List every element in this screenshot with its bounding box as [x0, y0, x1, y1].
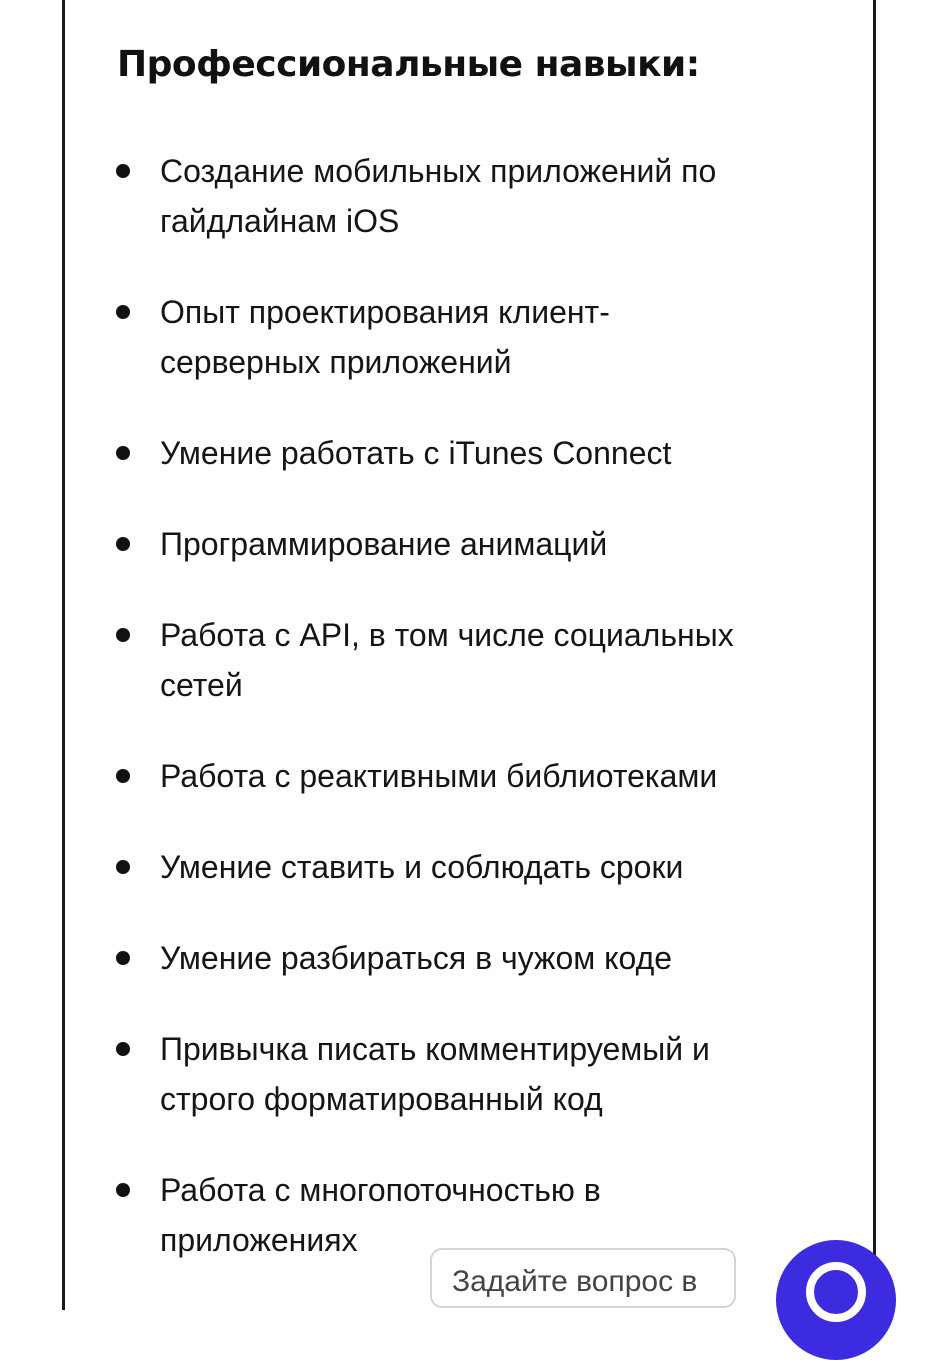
skill-line: строго форматированный код: [160, 1081, 603, 1117]
skill-item: [116, 287, 816, 387]
skill-item: [116, 842, 816, 892]
chat-button[interactable]: [776, 1240, 896, 1360]
skill-line: Программирование анимаций: [160, 526, 608, 562]
skill-item: [116, 933, 816, 983]
skill-item: [116, 519, 816, 569]
skills-list: [116, 146, 816, 1265]
bullet-icon: [116, 1183, 130, 1197]
chat-bubble-icon: [806, 1262, 866, 1322]
skill-line: Работа с API, в том числе социальных: [160, 617, 734, 653]
bullet-icon: [116, 628, 130, 642]
skill-line: Привычка писать комментируемый и: [160, 1031, 710, 1067]
skill-line: серверных приложений: [160, 344, 512, 380]
skill-item: [116, 428, 816, 478]
skill-line: Создание мобильных приложений по: [160, 153, 717, 189]
ask-question-box[interactable]: [430, 1248, 736, 1308]
skill-line: Работа с реактивными библиотеками: [160, 758, 718, 794]
bullet-icon: [116, 164, 130, 178]
bullet-icon: [116, 446, 130, 460]
skill-line: приложениях: [160, 1222, 358, 1258]
skill-item: [116, 146, 816, 246]
skill-line: Работа с многопоточностью в: [160, 1172, 601, 1208]
skill-item: [116, 610, 816, 710]
skill-line: гайдлайнам iOS: [160, 203, 400, 239]
bullet-icon: [116, 537, 130, 551]
bullet-icon: [116, 769, 130, 783]
ask-question-label: Задайте вопрос в: [452, 1265, 698, 1298]
skill-line: Умение разбираться в чужом коде: [160, 940, 673, 976]
skill-line: Умение ставить и соблюдать сроки: [160, 849, 684, 885]
section-title: Профессиональные навыки:: [117, 44, 700, 85]
bullet-icon: [116, 1042, 130, 1056]
skill-line: Умение работать с iTunes Connect: [160, 435, 672, 471]
skill-item: [116, 751, 816, 801]
bullet-icon: [116, 951, 130, 965]
skill-item: [116, 1024, 816, 1124]
bullet-icon: [116, 305, 130, 319]
skill-line: Опыт проектирования клиент-: [160, 294, 610, 330]
skill-line: сетей: [160, 667, 243, 703]
bullet-icon: [116, 860, 130, 874]
